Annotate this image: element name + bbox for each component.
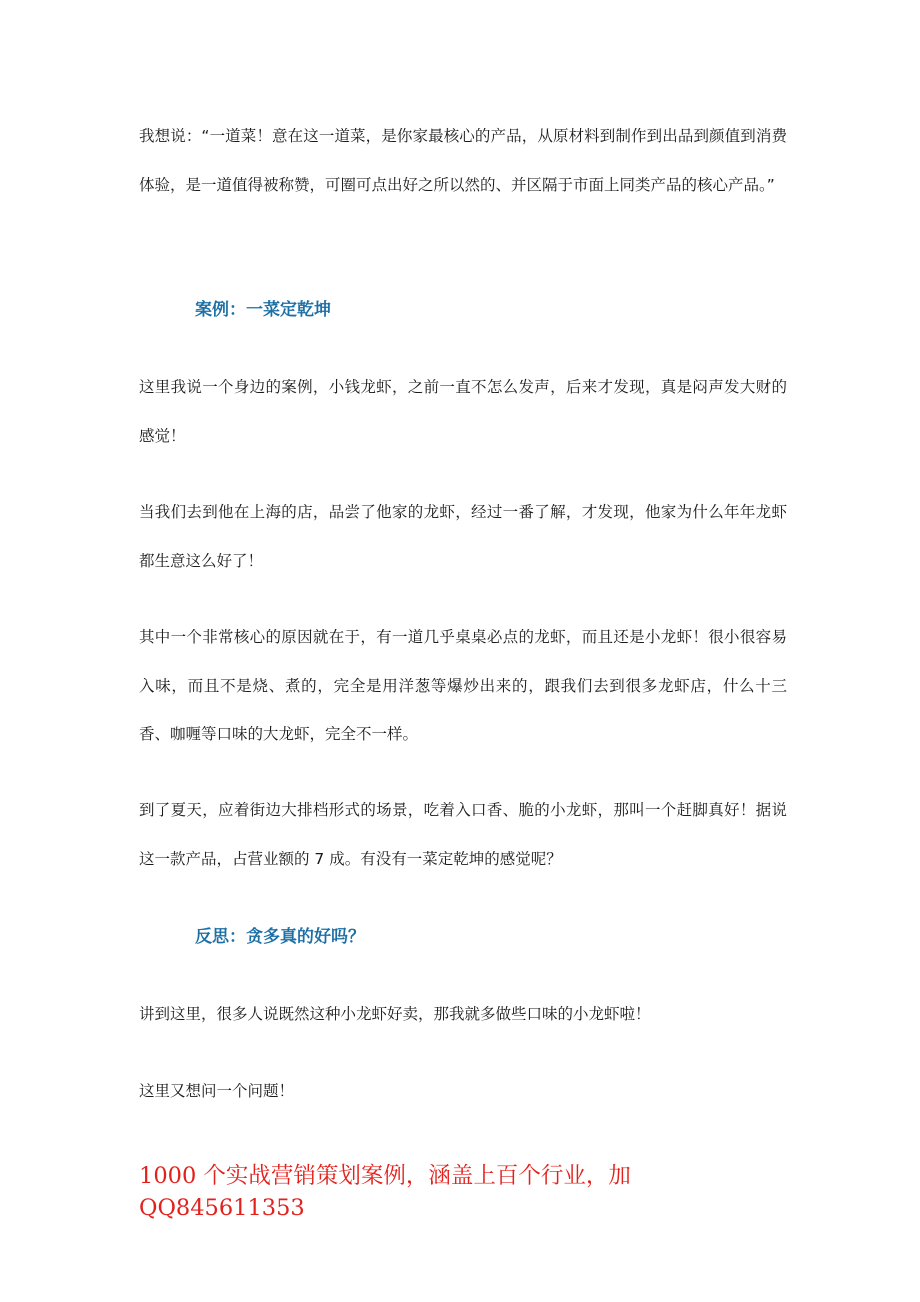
paragraph-more-flavors: 讲到这里，很多人说既然这种小龙虾好卖，那我就多做些口味的小龙虾啦！ <box>139 1005 651 1023</box>
promo-contact-qq: QQ845611353 <box>139 1195 305 1221</box>
paragraph-core-reason: 其中一个非常核心的原因就在于，有一道几乎桌桌必点的龙虾，而且还是小龙虾！很小很容易入味，而且不是烧、煮的，完全是用洋葱等爆炒出来的，跟我们去到很多龙虾店，什么十三香、咖喱等口味的大龙虾，完全不一样。 <box>139 628 787 743</box>
promo-line-1: 1000 个实战营销策划案例，涵盖上百个行业，加 <box>139 1163 631 1189</box>
paragraph-case-intro: 这里我说一个身边的案例，小钱龙虾，之前一直不怎么发声，后来才发现，真是闷声发大财的感觉！ <box>139 378 787 445</box>
paragraph-question: 这里又想问一个问题！ <box>139 1082 295 1100</box>
promo-banner <box>139 1160 779 1224</box>
heading-case-study: 案例：一菜定乾坤 <box>195 300 331 320</box>
paragraph-shanghai-store: 当我们去到他在上海的店，品尝了他家的龙虾，经过一番了解，才发现，他家为什么年年龙虾都生意这么好了！ <box>139 503 787 570</box>
heading-reflection: 反思：贪多真的好吗？ <box>195 927 365 947</box>
paragraph-summer-scene: 到了夏天，应着街边大排档形式的场景，吃着入口香、脆的小龙虾，那叫一个赶脚真好！据说这一款产品，占营业额的 7 成。有没有一菜定乾坤的感觉呢？ <box>139 801 787 868</box>
paragraph-core-dish: 我想说：“一道菜！意在这一道菜，是你家最核心的产品，从原材料到制作到出品到颜值到消费体验，是一道值得被称赞，可圈可点出好之所以然的、并区隔于市面上同类产品的核心产品。” <box>139 127 787 194</box>
